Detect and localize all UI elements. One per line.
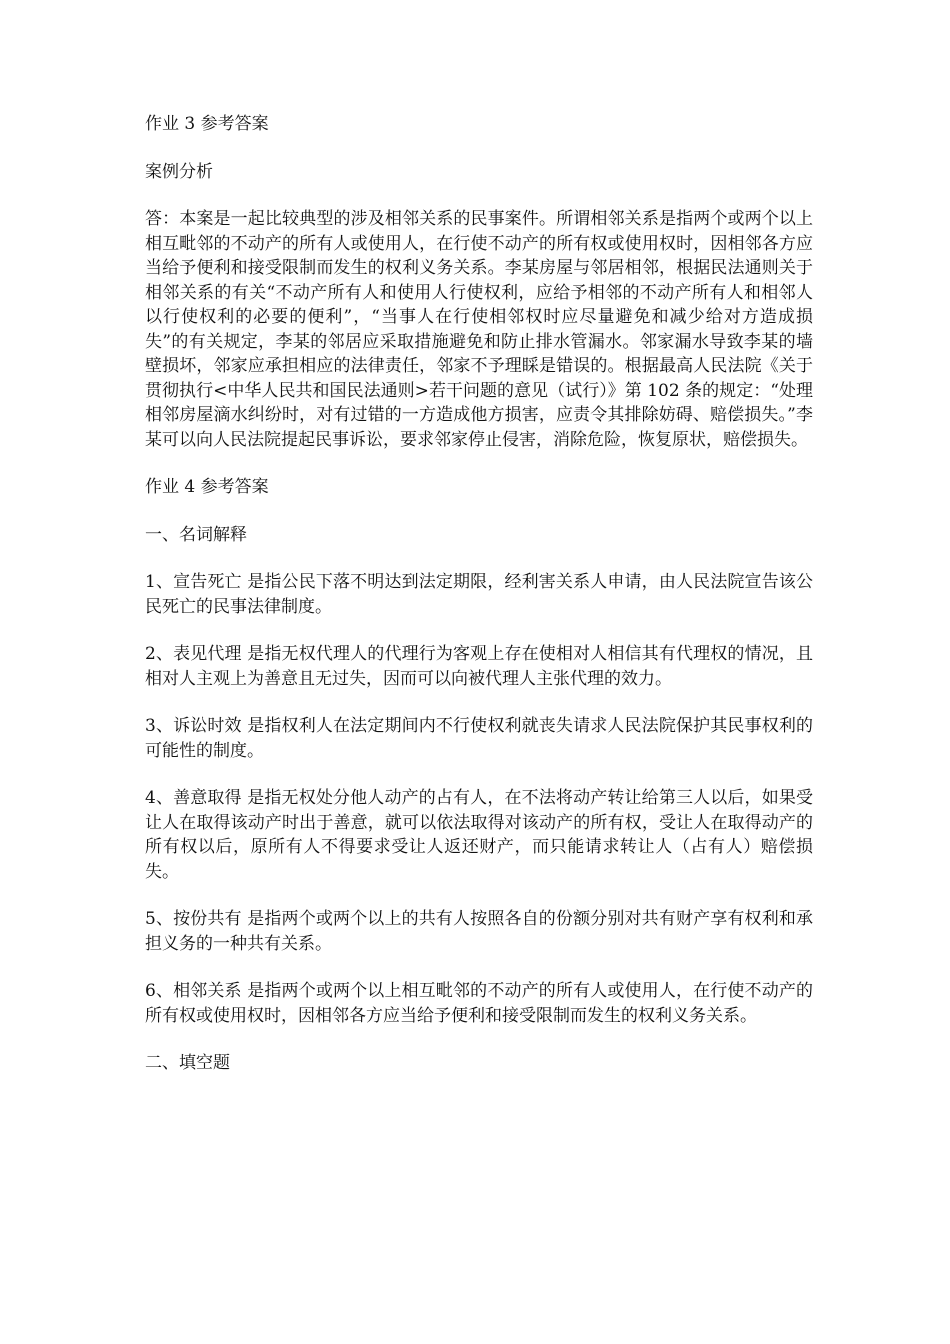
document-page bbox=[145, 112, 813, 1099]
hw3-title: 作业 3 参考答案 bbox=[145, 114, 269, 134]
case-heading: 案例分析 bbox=[145, 161, 213, 182]
section1-heading: 一、名词解释 bbox=[145, 524, 247, 545]
hw4-title: 作业 4 参考答案 bbox=[145, 477, 269, 497]
section2-heading: 二、填空题 bbox=[145, 1053, 230, 1073]
term-definition: 5、按份共有 是指两个或两个以上的共有人按照各自的份额分别对共有财产享有权利和承担义务的一种共有关系。 bbox=[145, 909, 813, 954]
term-definition: 4、善意取得 是指无权处分他人动产的占有人，在不法将动产转让给第三人以后，如果受让人在取得该动产时出于善意，就可以依法取得对该动产的所有权，受让人在取得动产的所有权以后，原所有人不得要求受让人返还财产，而只能请求转让人（占有人）赔偿损失。 bbox=[145, 788, 813, 882]
term-definition: 1、宣告死亡 是指公民下落不明达到法定期限，经利害关系人申请，由人民法院宣告该公民死亡的民事法律制度。 bbox=[145, 572, 813, 617]
term-definition: 3、诉讼时效 是指权利人在法定期间内不行使权利就丧失请求人民法院保护其民事权利的可能性的制度。 bbox=[145, 716, 813, 761]
term-definition: 6、相邻关系 是指两个或两个以上相互毗邻的不动产的所有人或使用人，在行使不动产的所有权或使用权时，因相邻各方应当给予便利和接受限制而发生的权利义务关系。 bbox=[145, 981, 813, 1026]
case-answer-paragraph: 答：本案是一起比较典型的涉及相邻关系的民事案件。所谓相邻关系是指两个或两个以上相互毗邻的不动产的所有人或使用人，在行使不动产的所有权或使用权时，因相邻各方应当给予便利和接受限制而发生的权利义务关系。李某房屋与邻居相邻，根据民法通则关于相邻关系的有关“不动产所有人和使用人行使权利，应给予相邻的不动产所有人和相邻人以行使权利的必要的便利”，“当事人在行使相邻权时应尽量避免和减少给对方造成损失”的有关规定，李某的邻居应采取措施避免和防止排水管漏水。邻家漏水导致李某的墙壁损坏，邻家应承担相应的法律责任，邻家不予理睬是错误的。根据最高人民法院《关于贯彻执行<中华人民共和国民法通则>若干问题的意见（试行）》第 102 条的规定：“处理相邻房屋滴水纠纷时，对有过错的一方造成他方损害，应责令其排除妨碍、赔偿损失。”李某可以向人民法院提起民事诉讼，要求邻家停止侵害，消除危险，恢复原状，赔偿损失。 bbox=[145, 209, 813, 450]
term-definition: 2、表见代理 是指无权代理人的代理行为客观上存在使相对人相信其有代理权的情况，且相对人主观上为善意且无过失，因而可以向被代理人主张代理的效力。 bbox=[145, 644, 813, 689]
